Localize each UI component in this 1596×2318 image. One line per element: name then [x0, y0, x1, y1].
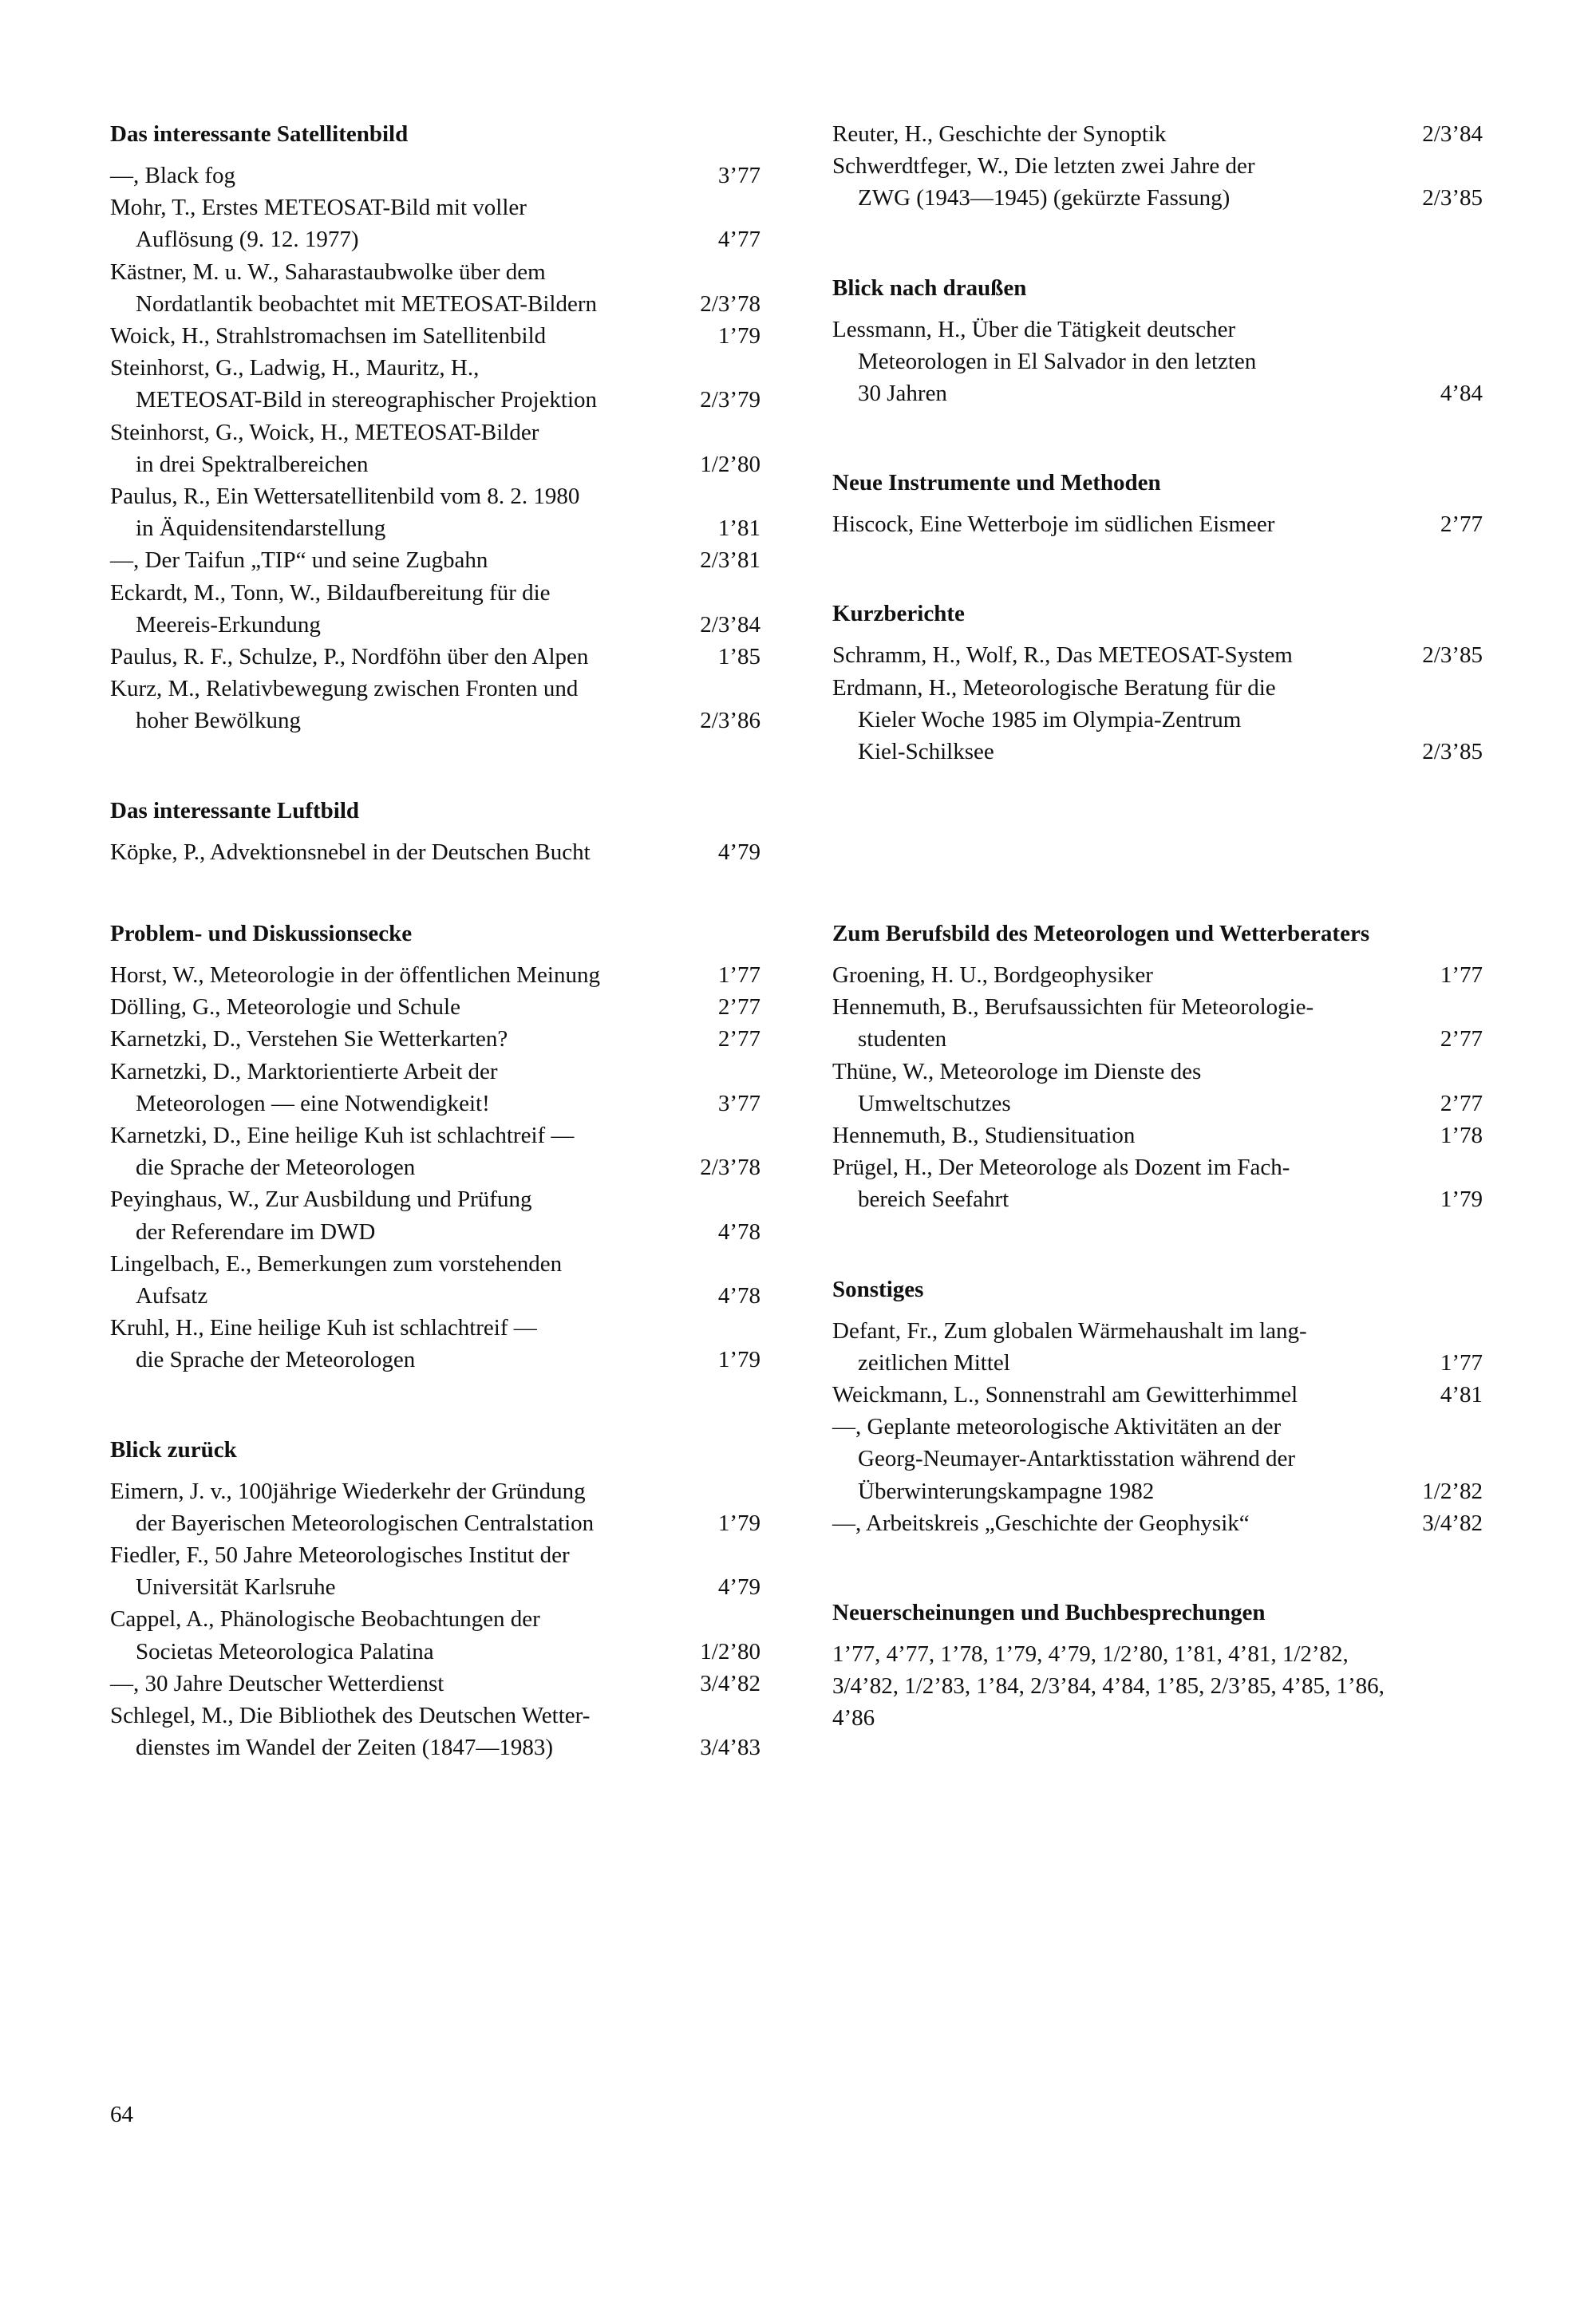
entry-line: Weickmann, L., Sonnenstrahl am Gewitterhimmel	[832, 1382, 1298, 1408]
index-entry	[832, 508, 1483, 540]
entry-line: die Sprache der Meteorologen	[136, 1347, 416, 1373]
issue-reference: 2’77	[1440, 1090, 1483, 1116]
index-section	[110, 918, 760, 1376]
entry-line: ZWG (1943—1945) (gekürzte Fassung)	[858, 185, 1231, 211]
entry-line: Cappel, A., Phänologische Beobachtungen der	[110, 1606, 540, 1633]
entry-text	[110, 1056, 705, 1120]
entry-text	[110, 320, 705, 352]
issue-reference: 2/3’84	[1422, 121, 1483, 147]
issue-list-line: 1’77, 4’77, 1’78, 1’79, 4’79, 1/2’80, 1’81, 4’81, 1/2’82,	[832, 1641, 1349, 1668]
entry-line: Hennemuth, B., Berufsaussichten für Meteorologie-	[832, 994, 1314, 1021]
entry-line: —, Black fog	[110, 163, 236, 188]
index-entry	[110, 1700, 760, 1763]
issue-list-line: 4’86	[832, 1705, 875, 1732]
entry-line: Peyinghaus, W., Zur Ausbildung und Prüfung	[110, 1187, 532, 1213]
entry-line: Groening, H. U., Bordgeophysiker	[832, 962, 1153, 988]
entry-line: Paulus, R., Ein Wettersatellitenbild vom 8. 2. 1980	[110, 484, 580, 510]
index-entry	[832, 1507, 1483, 1539]
entry-line: Lingelbach, E., Bemerkungen zum vorstehenden	[110, 1250, 563, 1277]
index-entry	[832, 1120, 1483, 1151]
entry-text	[832, 672, 1422, 768]
issue-reference: 1’79	[1440, 1187, 1483, 1213]
issue-reference: 3’77	[717, 1090, 760, 1116]
index-entry	[110, 1668, 760, 1700]
entry-text	[110, 417, 700, 480]
index-section	[832, 918, 1483, 1216]
index-section	[832, 598, 1483, 768]
index-entry	[110, 417, 760, 480]
entry-line: Aufsatz	[136, 1283, 208, 1309]
section-title: Blick zurück	[110, 1436, 237, 1463]
entry-line: Woick, H., Strahlstromachsen im Satellitenbild	[110, 323, 547, 349]
entry-line: Steinhorst, G., Ladwig, H., Mauritz, H.,	[110, 355, 480, 381]
section-title: Problem- und Diskussionsecke	[110, 921, 413, 946]
index-entry	[110, 256, 760, 320]
section-title: Das interessante Satellitenbild	[110, 121, 409, 147]
index-entry	[110, 641, 760, 673]
entry-line: Prügel, H., Der Meteorologe als Dozent im Fach-	[832, 1155, 1290, 1181]
index-entry	[110, 1312, 760, 1376]
index-entry	[110, 192, 760, 255]
index-entry	[110, 1023, 760, 1055]
entry-line: Georg-Neumayer-Antarktisstation während der	[858, 1446, 1296, 1472]
index-entry	[832, 639, 1483, 671]
issue-reference: 1/2’82	[1422, 1478, 1483, 1504]
issue-reference: 2/3’84	[700, 611, 760, 638]
issue-reference: 3’77	[717, 163, 760, 188]
entry-text	[110, 641, 705, 673]
entry-text	[110, 1539, 705, 1603]
index-section	[832, 1274, 1483, 1539]
entry-text	[110, 192, 705, 255]
issue-reference: 4’79	[717, 839, 760, 865]
issue-reference: 4’81	[1440, 1382, 1483, 1408]
entry-text	[110, 544, 700, 576]
entry-text	[832, 991, 1427, 1055]
entry-text	[832, 1315, 1427, 1379]
issue-reference: 1/2’80	[700, 451, 760, 477]
entry-line: Societas Meteorologica Palatina	[136, 1638, 434, 1664]
section-title: Neuerscheinungen und Buchbesprechungen	[832, 1600, 1266, 1626]
entry-text	[110, 256, 700, 320]
index-entry	[110, 352, 760, 416]
index-entry	[110, 836, 760, 868]
issue-reference: 1’78	[1440, 1123, 1483, 1149]
entry-text	[110, 352, 700, 416]
entry-line: Horst, W., Meteorologie in der öffentlichen Meinung	[110, 962, 600, 988]
entry-text	[832, 1120, 1427, 1151]
entry-line: Meereis-Erkundung	[136, 611, 321, 638]
entry-line: Schramm, H., Wolf, R., Das METEOSAT-System	[832, 642, 1293, 669]
entry-text	[832, 1379, 1427, 1411]
entry-line: Karnetzki, D., Eine heilige Kuh ist schlachtreif —	[110, 1123, 575, 1149]
index-entry	[832, 959, 1483, 991]
entry-line: studenten	[858, 1026, 947, 1052]
entry-line: Defant, Fr., Zum globalen Wärmehaushalt im lang-	[832, 1317, 1307, 1344]
entry-line: Hiscock, Eine Wetterboje im südlichen Eismeer	[832, 511, 1275, 538]
entry-text	[110, 1475, 705, 1539]
entry-text	[832, 118, 1422, 150]
entry-line: Fiedler, F., 50 Jahre Meteorologisches Institut der	[110, 1542, 570, 1569]
issue-reference: 3/4’82	[700, 1670, 760, 1696]
issue-reference: 2’77	[1440, 1026, 1483, 1052]
index-entry	[832, 1056, 1483, 1120]
index-entry	[832, 1379, 1483, 1411]
entry-text	[832, 959, 1427, 991]
issue-reference: 1’77	[1440, 1349, 1483, 1376]
entry-line: Nordatlantik beobachtet mit METEOSAT-Bildern	[136, 290, 598, 317]
entry-line: Überwinterungskampagne 1982	[858, 1478, 1155, 1504]
entry-line: die Sprache der Meteorologen	[136, 1155, 416, 1181]
section-title: Das interessante Luftbild	[110, 797, 360, 823]
issue-reference: 1’85	[717, 644, 760, 670]
entry-line: Eckardt, M., Tonn, W., Bildaufbereitung für die	[110, 579, 551, 606]
entry-line: Reuter, H., Geschichte der Synoptik	[832, 121, 1167, 147]
entry-line: Köpke, P., Advektionsnebel in der Deutschen Bucht	[110, 839, 591, 865]
index-entry	[110, 160, 760, 192]
index-section	[832, 467, 1483, 540]
index-entry	[110, 1056, 760, 1120]
entry-text	[110, 836, 705, 868]
entry-text	[110, 991, 705, 1023]
entry-line: Hennemuth, B., Studiensituation	[832, 1123, 1136, 1149]
entry-text	[110, 1312, 705, 1376]
column-top-right	[832, 118, 1483, 825]
entry-line: Kieler Woche 1985 im Olympia-Zentrum	[858, 706, 1242, 733]
issue-reference: 1’81	[717, 515, 760, 542]
entry-line: Kästner, M. u. W., Saharastaubwolke über dem	[110, 259, 546, 285]
issue-reference: 2/3’86	[700, 708, 760, 734]
entry-text	[832, 314, 1427, 410]
column-top-left	[110, 118, 760, 926]
index-entry	[832, 1315, 1483, 1379]
index-section	[832, 118, 1483, 215]
index-section	[832, 1597, 1483, 1735]
index-section	[832, 272, 1483, 410]
entry-line: METEOSAT-Bild in stereographischer Projektion	[136, 387, 598, 413]
entry-line: Paulus, R. F., Schulze, P., Nordföhn über den Alpen	[110, 644, 589, 670]
issue-reference: 1’79	[717, 1347, 760, 1373]
issue-reference: 2/3’85	[1422, 642, 1483, 669]
index-entry	[110, 1475, 760, 1539]
entry-line: in drei Spektralbereichen	[136, 451, 369, 477]
index-entry	[832, 314, 1483, 410]
entry-text	[110, 1700, 700, 1763]
issue-reference: 4’84	[1440, 381, 1483, 407]
issue-reference: 2/3’78	[700, 1155, 760, 1181]
index-entry	[832, 1151, 1483, 1215]
entry-line: zeitlichen Mittel	[858, 1349, 1010, 1376]
issue-reference: 2/3’79	[700, 387, 760, 413]
index-entry	[832, 118, 1483, 150]
entry-line: Erdmann, H., Meteorologische Beratung für die	[832, 674, 1276, 701]
issue-reference: 4’78	[717, 1283, 760, 1309]
entry-line: Schlegel, M., Die Bibliothek des Deutschen Wetter-	[110, 1703, 591, 1729]
entry-text	[832, 150, 1422, 214]
entry-text	[110, 1603, 700, 1667]
page-number: 64	[110, 2102, 133, 2127]
section-title: Blick nach draußen	[832, 274, 1027, 301]
issue-reference: 4’77	[717, 227, 760, 253]
entry-text	[110, 1668, 700, 1700]
entry-text	[832, 1411, 1422, 1507]
issue-reference: 1’79	[717, 1510, 760, 1536]
issue-reference: 1/2’80	[700, 1638, 760, 1664]
entry-text	[110, 577, 700, 641]
entry-line: der Bayerischen Meteorologischen Centralstation	[136, 1510, 595, 1536]
index-entry	[110, 1603, 760, 1667]
section-title: Kurzberichte	[832, 601, 965, 627]
entry-line: Kruhl, H., Eine heilige Kuh ist schlachtreif —	[110, 1315, 537, 1341]
index-entry	[832, 991, 1483, 1055]
issue-reference: 2’77	[717, 1026, 760, 1052]
entry-line: Kurz, M., Relativbewegung zwischen Fronten und	[110, 676, 579, 702]
issue-reference: 1’79	[717, 323, 760, 349]
entry-line: Karnetzki, D., Marktorientierte Arbeit der	[110, 1058, 498, 1084]
issue-reference: 1’77	[717, 962, 760, 988]
index-entry	[110, 1248, 760, 1312]
index-entry	[110, 991, 760, 1023]
entry-text	[110, 1023, 705, 1055]
issue-reference: 4’78	[717, 1218, 760, 1245]
entry-line: —, Der Taifun „TIP“ und seine Zugbahn	[110, 547, 488, 574]
section-title: Zum Berufsbild des Meteorologen und Wetterberaters	[832, 921, 1370, 946]
entry-line: dienstes im Wandel der Zeiten (1847—1983)	[136, 1735, 554, 1761]
index-entry	[110, 1539, 760, 1603]
entry-text	[110, 160, 705, 192]
index-entry	[110, 1120, 760, 1183]
issue-list-line: 3/4’82, 1/2’83, 1’84, 2/3’84, 4’84, 1’85, 2/3’85, 4’85, 1’86,	[832, 1673, 1385, 1700]
entry-line: Dölling, G., Meteorologie und Schule	[110, 994, 460, 1021]
entry-line: Kiel-Schilksee	[858, 739, 994, 765]
entry-text	[832, 508, 1427, 540]
issue-reference: 2’77	[1440, 511, 1483, 538]
entry-line: Meteorologen in El Salvador in den letzten	[858, 348, 1257, 374]
index-entry	[110, 320, 760, 352]
column-bottom-right	[832, 918, 1483, 1792]
index-entry	[110, 544, 760, 576]
entry-line: Meteorologen — eine Notwendigkeit!	[136, 1090, 490, 1116]
issue-reference: 4’79	[717, 1574, 760, 1601]
entry-line: —, Geplante meteorologische Aktivitäten an der	[832, 1414, 1282, 1440]
entry-text	[832, 1151, 1427, 1215]
index-entry	[110, 673, 760, 736]
column-bottom-left	[110, 918, 760, 1821]
entry-line: Thüne, W., Meteorologe im Dienste des	[832, 1058, 1202, 1084]
index-entry	[832, 150, 1483, 214]
section-title: Sonstiges	[832, 1276, 924, 1302]
entry-line: —, 30 Jahre Deutscher Wetterdienst	[110, 1670, 444, 1696]
issue-reference: 2/3’85	[1422, 185, 1483, 211]
entry-text	[110, 1248, 705, 1312]
entry-text	[110, 673, 700, 736]
index-section	[110, 795, 760, 868]
entry-line: 30 Jahren	[858, 381, 947, 407]
entry-text	[832, 639, 1422, 671]
index-entry	[110, 480, 760, 544]
entry-line: Schwerdtfeger, W., Die letzten zwei Jahre der	[832, 153, 1255, 180]
issue-reference: 3/4’82	[1422, 1510, 1483, 1536]
entry-line: Karnetzki, D., Verstehen Sie Wetterkarten?	[110, 1026, 508, 1052]
issue-reference: 2/3’78	[700, 290, 760, 317]
issue-reference: 1’77	[1440, 962, 1483, 988]
entry-line: Universität Karlsruhe	[136, 1574, 336, 1601]
index-entry	[832, 672, 1483, 768]
entry-line: Umweltschutzes	[858, 1090, 1011, 1116]
entry-line: Mohr, T., Erstes METEOSAT-Bild mit voller	[110, 195, 527, 221]
entry-line: Eimern, J. v., 100jährige Wiederkehr der Gründung	[110, 1478, 586, 1504]
index-entry	[832, 1411, 1483, 1507]
index-section	[110, 118, 760, 737]
issue-list-paragraph	[832, 1638, 1483, 1735]
entry-line: in Äquidensitendarstellung	[136, 515, 386, 542]
entry-line: Lessmann, H., Über die Tätigkeit deutscher	[832, 316, 1236, 342]
entry-line: —, Arbeitskreis „Geschichte der Geophysik“	[832, 1510, 1250, 1536]
entry-text	[110, 1120, 700, 1183]
index-section	[110, 1434, 760, 1764]
entry-text	[110, 959, 705, 991]
issue-reference: 3/4’83	[700, 1735, 760, 1761]
entry-line: bereich Seefahrt	[858, 1187, 1009, 1213]
entry-line: hoher Bewölkung	[136, 708, 301, 734]
section-title: Neue Instrumente und Methoden	[832, 470, 1161, 496]
issue-reference: 2/3’85	[1422, 739, 1483, 765]
index-entry	[110, 959, 760, 991]
entry-text	[832, 1507, 1422, 1539]
entry-text	[832, 1056, 1427, 1120]
entry-line: Auflösung (9. 12. 1977)	[136, 227, 359, 253]
issue-reference: 2/3’81	[700, 547, 760, 574]
entry-line: der Referendare im DWD	[136, 1218, 376, 1245]
issue-reference: 2’77	[717, 994, 760, 1021]
index-entry	[110, 577, 760, 641]
entry-line: Steinhorst, G., Woick, H., METEOSAT-Bilder	[110, 419, 539, 445]
index-entry	[110, 1183, 760, 1247]
entry-text	[110, 1183, 705, 1247]
entry-text	[110, 480, 705, 544]
